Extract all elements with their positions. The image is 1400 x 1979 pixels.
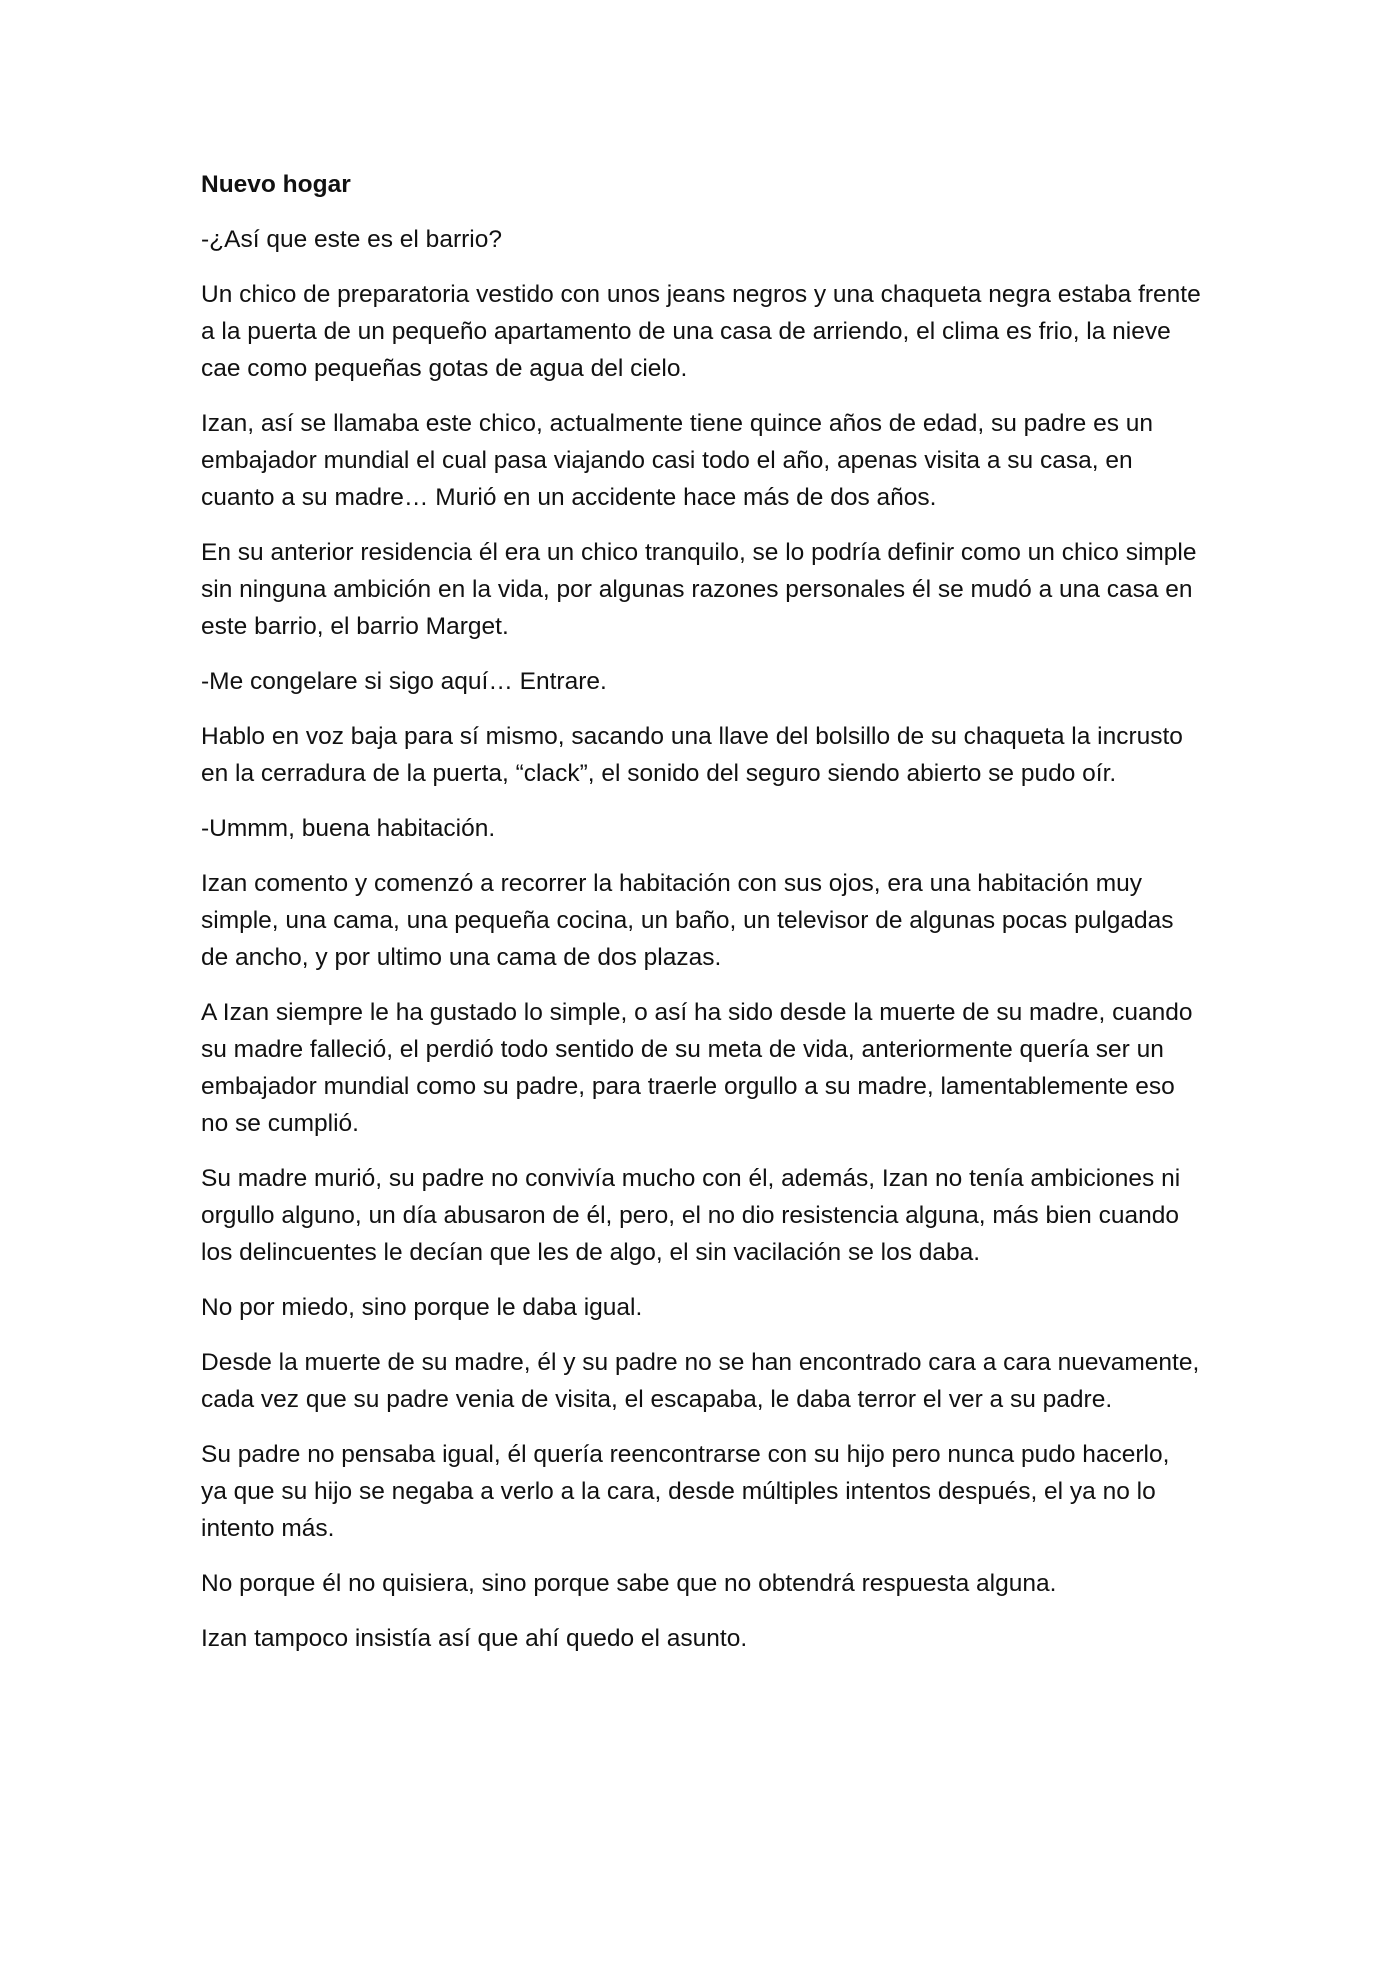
paragraph-6: Hablo en voz baja para sí mismo, sacando una llave del bolsillo de su chaqueta la incrusto en la cerradura de la puerta, “clack”, el sonido del seguro siendo abierto se pudo oír. — [201, 723, 1183, 787]
paragraph-10: Su madre murió, su padre no convivía mucho con él, además, Izan no tenía ambiciones ni orgullo alguno, un día abusaron de él, pero, el no dio resistencia alguna, más bien cuando los delincuentes le decían que les de algo, el sin vacilación se los daba. — [201, 1165, 1181, 1266]
paragraph-8: Izan comento y comenzó a recorrer la habitación con sus ojos, era una habitación muy simple, una cama, una pequeña cocina, un baño, un televisor de algunas pocas pulgadas de ancho, y por ultimo una cama de dos plazas. — [201, 870, 1174, 971]
paragraph-15: Izan tampoco insistía así que ahí quedo el asunto. — [201, 1625, 748, 1652]
paragraph-14: No porque él no quisiera, sino porque sabe que no obtendrá respuesta alguna. — [201, 1570, 1057, 1597]
document-title: Nuevo hogar — [201, 171, 351, 198]
paragraph-3: Izan, así se llamaba este chico, actualmente tiene quince años de edad, su padre es un embajador mundial el cual pasa viajando casi todo el año, apenas visita a su casa, en cuanto a su madre… Murió en un accidente hace más de dos años. — [201, 410, 1154, 511]
document-body — [201, 166, 1201, 1675]
paragraph-9: A Izan siempre le ha gustado lo simple, o así ha sido desde la muerte de su madre, cuando su madre falleció, el perdió todo sentido de su meta de vida, anteriormente quería ser un embajador mundial como su padre, para traerle orgullo a su madre, lamentablemente eso no se cumplió. — [201, 999, 1193, 1137]
paragraph-12: Desde la muerte de su madre, él y su padre no se han encontrado cara a cara nuevamente, cada vez que su padre venia de visita, el escapaba, le daba terror el ver a su padre. — [201, 1349, 1200, 1413]
paragraph-5: -Me congelare si sigo aquí… Entrare. — [201, 668, 607, 695]
paragraph-7: -Ummm, buena habitación. — [201, 815, 496, 842]
paragraph-2: Un chico de preparatoria vestido con unos jeans negros y una chaqueta negra estaba frente a la puerta de un pequeño apartamento de una casa de arriendo, el clima es frio, la nieve cae como pequeñas gotas de agua del cielo. — [201, 281, 1201, 382]
paragraph-4: En su anterior residencia él era un chico tranquilo, se lo podría definir como un chico simple sin ninguna ambición en la vida, por algunas razones personales él se mudó a una casa en este barrio, el barrio Marget. — [201, 539, 1197, 640]
paragraph-1: -¿Así que este es el barrio? — [201, 226, 502, 253]
paragraph-11: No por miedo, sino porque le daba igual. — [201, 1294, 643, 1321]
paragraph-13: Su padre no pensaba igual, él quería reencontrarse con su hijo pero nunca pudo hacerlo, ya que su hijo se negaba a verlo a la cara, desde múltiples intentos después, el ya no lo intento más. — [201, 1441, 1170, 1542]
